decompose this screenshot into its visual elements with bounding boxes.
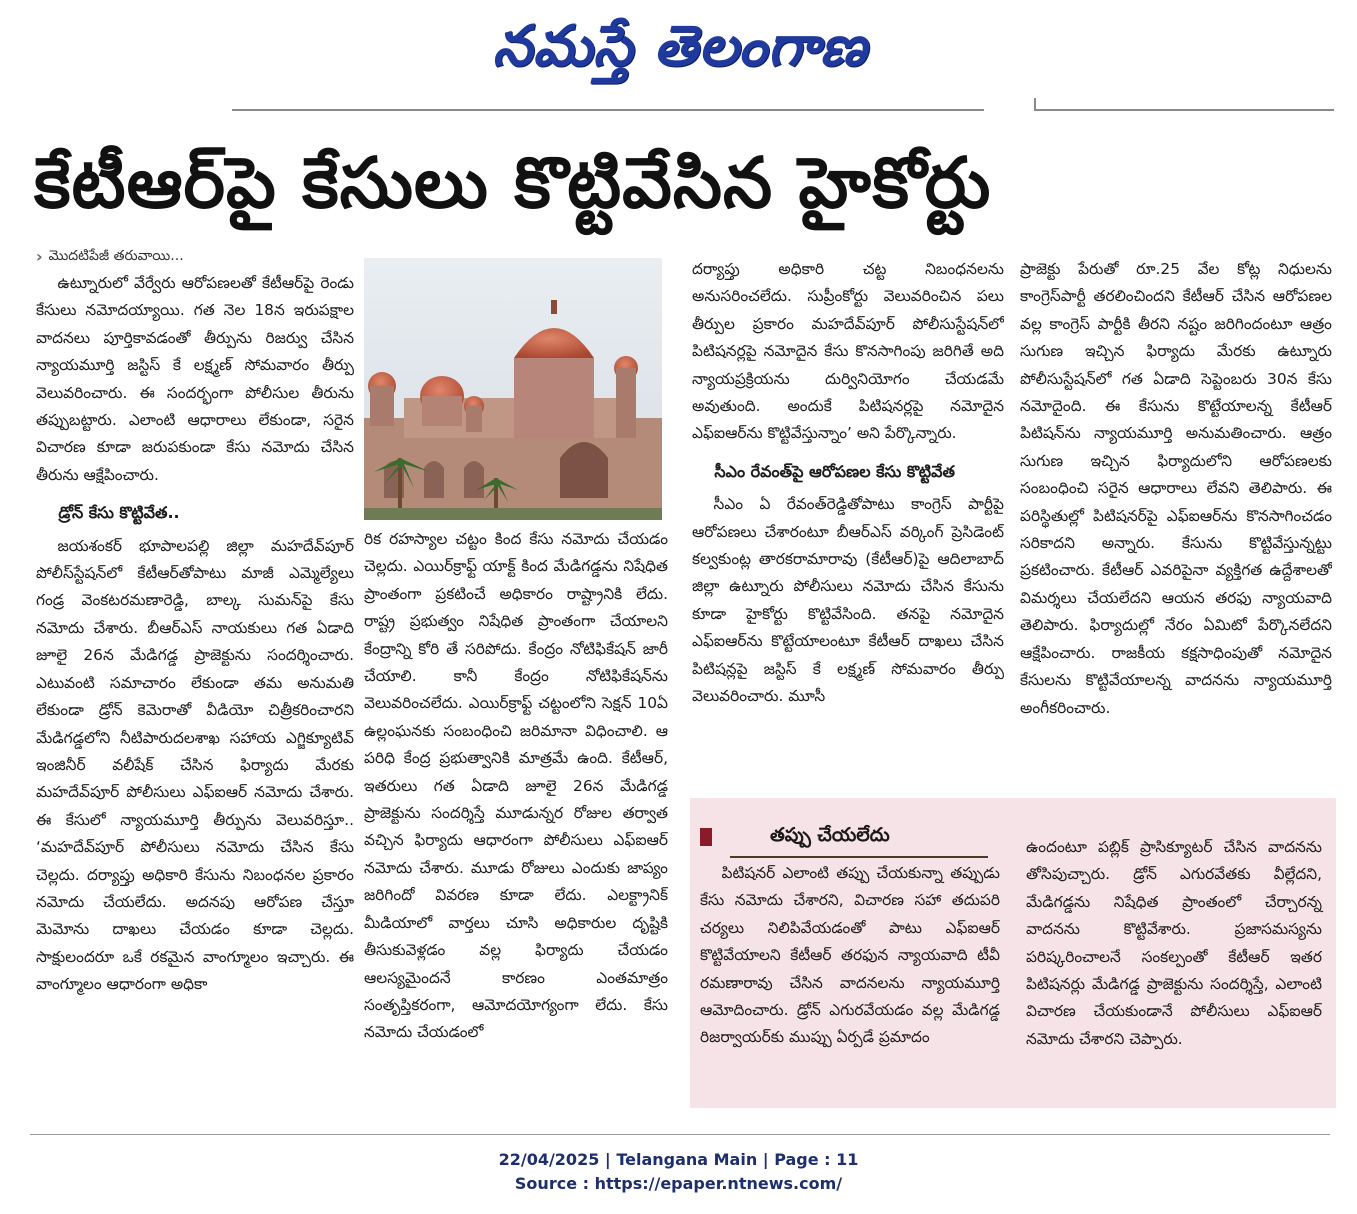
- paragraph: సీఎం ఏ రేవంత్‌రెడ్డితోపాటు కాంగ్రెస్ పార్టీపై ఆరోపణలు చేశారంటూ బీఆర్‌ఎస్ వర్కింగ్ ప్రెసిడెంట్ కల్వకుంట్ల తారకరామారావు (కేటీఆర్)పై ఆదిలాబాద్ జిల్లా ఉట్నూరు పోలీసులు నమోదు చేసిన కేసును కూడా హైకోర్టు కొట్టివేసింది. తనపై నమోదైన ఎఫ్ఐఆర్‌ను కొట్టేయాలంటూ కేటీఆర్ దాఖలు చేసిన పిటిషన్లపై జస్టిస్ కే లక్ష్మణ్ సోమవారం తీర్పు వెలువరించారు. మూసీ: [692, 495, 1004, 706]
- bottom-rule: [30, 1134, 1330, 1135]
- top-rule-right: [1034, 109, 1334, 111]
- top-rule: [232, 109, 984, 111]
- article-column-2: [364, 526, 668, 1126]
- box-column-1: [700, 860, 1000, 1052]
- article-column-1: [36, 244, 354, 1124]
- article-column-3: [692, 256, 1004, 786]
- high-court-building-illustration: [364, 258, 662, 520]
- box-column-2: [1026, 834, 1322, 1053]
- paragraph: ప్రాజెక్టు పేరుతో రూ.25 వేల కోట్ల నిధులను కాంగ్రెస్‌పార్టీ తరలించిందని కేటీఆర్ చేసిన ఆరోపణల వల్ల కాంగ్రెస్ పార్టీకి తీరని నష్టం జరిగిందంటూ ఆత్రం సుగుణ ఇచ్చిన ఫిర్యాదు మేరకు ఉట్నూరు పోలీసుస్టేషన్‌లో గత ఏడాది సెప్టెంబరు 30న కేసు నమోదైంది. ఈ కేసును కొట్టేయాలన్న కేటీఆర్ పిటిషన్‌ను న్యాయమూర్తి అనుమతించారు. ఆత్రం సుగుణ ఇచ్చిన ఫిర్యాదులోని ఆరోపణలకు సంబంధించి సరైన ఆధారాలు లేవని తెలిపారు. ఈ పరిస్థితుల్లో పిటిషనర్‌పై ఎఫ్ఐఆర్‌ను కొనసాగించడం సరికాదని అన్నారు. కేసును కొట్టివేస్తున్నట్టు ప్రకటించారు. కేటీఆర్ ఎవరిపైనా వ్యక్తిగత ఉద్దేశాలతో విమర్శలు చేయలేదని ఆయన తరఫు న్యాయవాది తెలిపారు. ఫిర్యాదుల్లో నేరం ఏమిటో పేర్కొనలేదని ఆక్షేపించారు. రాజకీయ కక్షసాధింపుతో నమోదైన కేసులను కొట్టివేయాలన్న వాదనను న్యాయమూర్తి అంగీకరించారు.: [1020, 260, 1332, 717]
- article-headline: కేటీఆర్‌పై కేసులు కొట్టివేసిన హైకోర్టు: [34, 142, 992, 224]
- subheading: డ్రోన్ కేసు కొట్టివేత..: [58, 503, 180, 523]
- paragraph: పిటిషనర్ ఎలాంటి తప్పు చేయకున్నా తప్పుడు కేసు నమోదు చేశారని, విచారణ సహా తదుపరి చర్యలు నిలిపివేయడంతో పాటు ఎఫ్ఐఆర్ కొట్టివేయాలని కేటీఆర్ తరఫున న్యాయవాది టీవీ రమణారావు చేసిన వాదనలను న్యాయమూర్తి ఆమోదించారు. డ్రోన్ ఎగురవేయడం వల్ల మేడిగడ్డ రిజర్వాయర్‌కు ముప్పు ఏర్పడే ప్రమాదం: [700, 864, 1000, 1047]
- subheading: సీఎం రేవంత్‌పై ఆరోపణల కేసు కొట్టివేత: [714, 461, 955, 481]
- chevron-right-icon: ›: [36, 247, 43, 267]
- high-court-photo: [364, 258, 662, 520]
- newspaper-logo: నమస్తే తెలంగాణ: [492, 13, 868, 79]
- paragraph: దర్యాప్తు అధికారి చట్ట నిబంధనలను అనుసరించలేదు. సుప్రీంకోర్టు వెలువరించిన పలు తీర్పుల ప్రకారం మహదేవ్‌పూర్ పోలీసుస్టేషన్‌లో పిటిషనర్లపై నమోదైన కేసు కొనసాగింపు జరిగితే అది న్యాయప్రక్రియను దుర్వినియోగం చేయడమే అవుతుంది. అందుకే పిటిషనర్లపై నమోదైన ఎఫ్ఐఆర్‌ను కొట్టివేస్తున్నాం’ అని పేర్కొన్నారు.: [692, 260, 1004, 443]
- kicker-label: మొదటిపేజీ తరువాయి...: [48, 248, 184, 265]
- article-column-4: [1020, 256, 1332, 786]
- paragraph: జయశంకర్ భూపాలపల్లి జిల్లా మహదేవ్‌పూర్ పోలీస్‌స్టేషన్‌లో కేటీఆర్‌తోపాటు మాజీ ఎమ్మెల్యేలు గండ్ర వెంకటరమణారెడ్డి, బాల్క సుమన్‌పై కేసు నమోదు చేశారు. బీఆర్‌ఎస్ నాయకులు గత ఏడాది జూలై 26న మేడిగడ్డ ప్రాజెక్టును సందర్శించారు. ఎటువంటి సమాచారం లేకుండా తమ అనుమతి లేకుండా డ్రోన్ కెమెరాతో వీడియో చిత్రీకరించారని మేడిగడ్డలోని నీటిపారుదలశాఖ సహాయ ఎగ్జిక్యూటివ్ ఇంజినీర్ వలీషేక్ చేసిన ఫిర్యాదు మేరకు మహదేవ్‌పూర్ పోలీసులు ఎఫ్ఐఆర్ నమోదు చేశారు. ఈ కేసులో న్యాయమూర్తి తీర్పును వెలువరిస్తూ.. ‘మహదేవ్‌పూర్ పోలీసులు నమోదు చేసిన కేసు చెల్లదు. దర్యాప్తు అధికారి కేసును నిబంధనల ప్రకారం నమోదు చేయలేదు. అదనపు ఆరోపణ చేస్తూ మెమోను దాఖలు చేయడం కూడా చెల్లదు. సాక్షులందరూ ఒకే రకమైన వాంగ్మూలం ఇచ్చారు. ఈ వాంగ్మూలం ఆధారంగా అధికా: [36, 536, 354, 994]
- paragraph: ఉట్నూరులో వేర్వేరు ఆరోపణలతో కేటీఆర్‌పై రెండు కేసులు నమోదయ్యాయి. గత నెల 18న ఇరుపక్షాల వాదనలు పూర్తికావడంతో తీర్పును రిజర్వు చేసిన న్యాయమూర్తి జస్టిస్ కే లక్ష్మణ్ సోమవారం తీర్పు వెలువరించారు. ఈ సందర్భంగా పోలీసుల తీరును తప్పుబట్టారు. ఎలాంటి ఆధారాలు లేకుండా, సరైన విచారణ కూడా జరుపకుండా కేసు నమోదు చేసిన తీరును ఆక్షేపించారు.: [36, 274, 354, 484]
- masthead: [0, 0, 1357, 100]
- paragraph: ఉందంటూ పబ్లిక్ ప్రాసిక్యూటర్ చేసిన వాదనను తోసిపుచ్చారు. డ్రోన్ ఎగురవేతకు వీల్లేదని, మేడిగడ్డను నిషేధిత ప్రాంతంలో చేర్చారన్న వాదనను కొట్టివేశారు. ప్రజాసమస్యను పరిష్కరించాలనే సంకల్పంతో కేటీఆర్ ఇతర పిటిషనర్లు మేడిగడ్డ ప్రాజెక్టును సందర్శిస్తే, ఎలాంటి విచారణ చేయకుండానే పోలీసులు ఎఫ్ఐఆర్ నమోదు చేశారని చెప్పారు.: [1026, 838, 1322, 1048]
- edition-info: 22/04/2025 | Telangana Main | Page : 11: [498, 1150, 859, 1169]
- continuation-kicker: [36, 244, 354, 270]
- top-rule-tick: [1034, 98, 1036, 110]
- heading-underline: [730, 856, 988, 858]
- sidebar-box: [690, 798, 1336, 1108]
- source-info: Source : https://epaper.ntnews.com/: [514, 1174, 843, 1193]
- box-heading: తప్పు చేయలేదు: [770, 824, 890, 846]
- paragraph: రిక రహస్యాల చట్టం కింద కేసు నమోదు చేయడం చెల్లదు. ఎయిర్‌క్రాఫ్ట్ యాక్ట్ కింద మేడిగడ్డను నిషేధిత ప్రాంతంగా ప్రకటించే అధికారం రాష్ట్రానికి లేదు. రాష్ట్ర ప్రభుత్వం నిషేధిత ప్రాంతంగా చేయాలని కేంద్రాన్ని కోరి తే సరిపోదు. కేంద్రం నోటిఫికేషన్ జారీ చేయాలి. కానీ కేంద్రం నోటిఫికేషన్‌ను వెలువరించలేదు. ఎయిర్‌క్రాఫ్ట్ చట్టంలోని సెక్షన్ 10ఏ ఉల్లంఘనకు సంబంధించి జరిమానా విధించాలి. ఆ పరిధి కేంద్ర ప్రభుత్వానికి మాత్రమే ఉంది. కేటీఆర్, ఇతరులు గత ఏడాది జూలై 26న మేడిగడ్డ ప్రాజెక్టును సందర్శిస్తే మూడున్నర రోజుల తర్వాత వచ్చిన ఫిర్యాదు ఆధారంగా పోలీసులు ఎఫ్ఐఆర్ నమోదు చేశారు. మూడు రోజులు ఎందుకు జాప్యం జరిగిందో వివరణ కూడా లేదు. ఎలక్ట్రానిక్ మీడియాలో వార్తలు చూసి అధికారుల దృష్టికి తీసుకువెళ్లడం వల్ల ఫిర్యాదు చేయడం ఆలస్యమైందనే కారణం ఎంతమాత్రం సంతృప్తికరంగా, ఆమోదయోగ్యంగా లేదు. కేసు నమోదు చేయడంలో: [364, 530, 668, 1042]
- section-marker-icon: [700, 828, 712, 846]
